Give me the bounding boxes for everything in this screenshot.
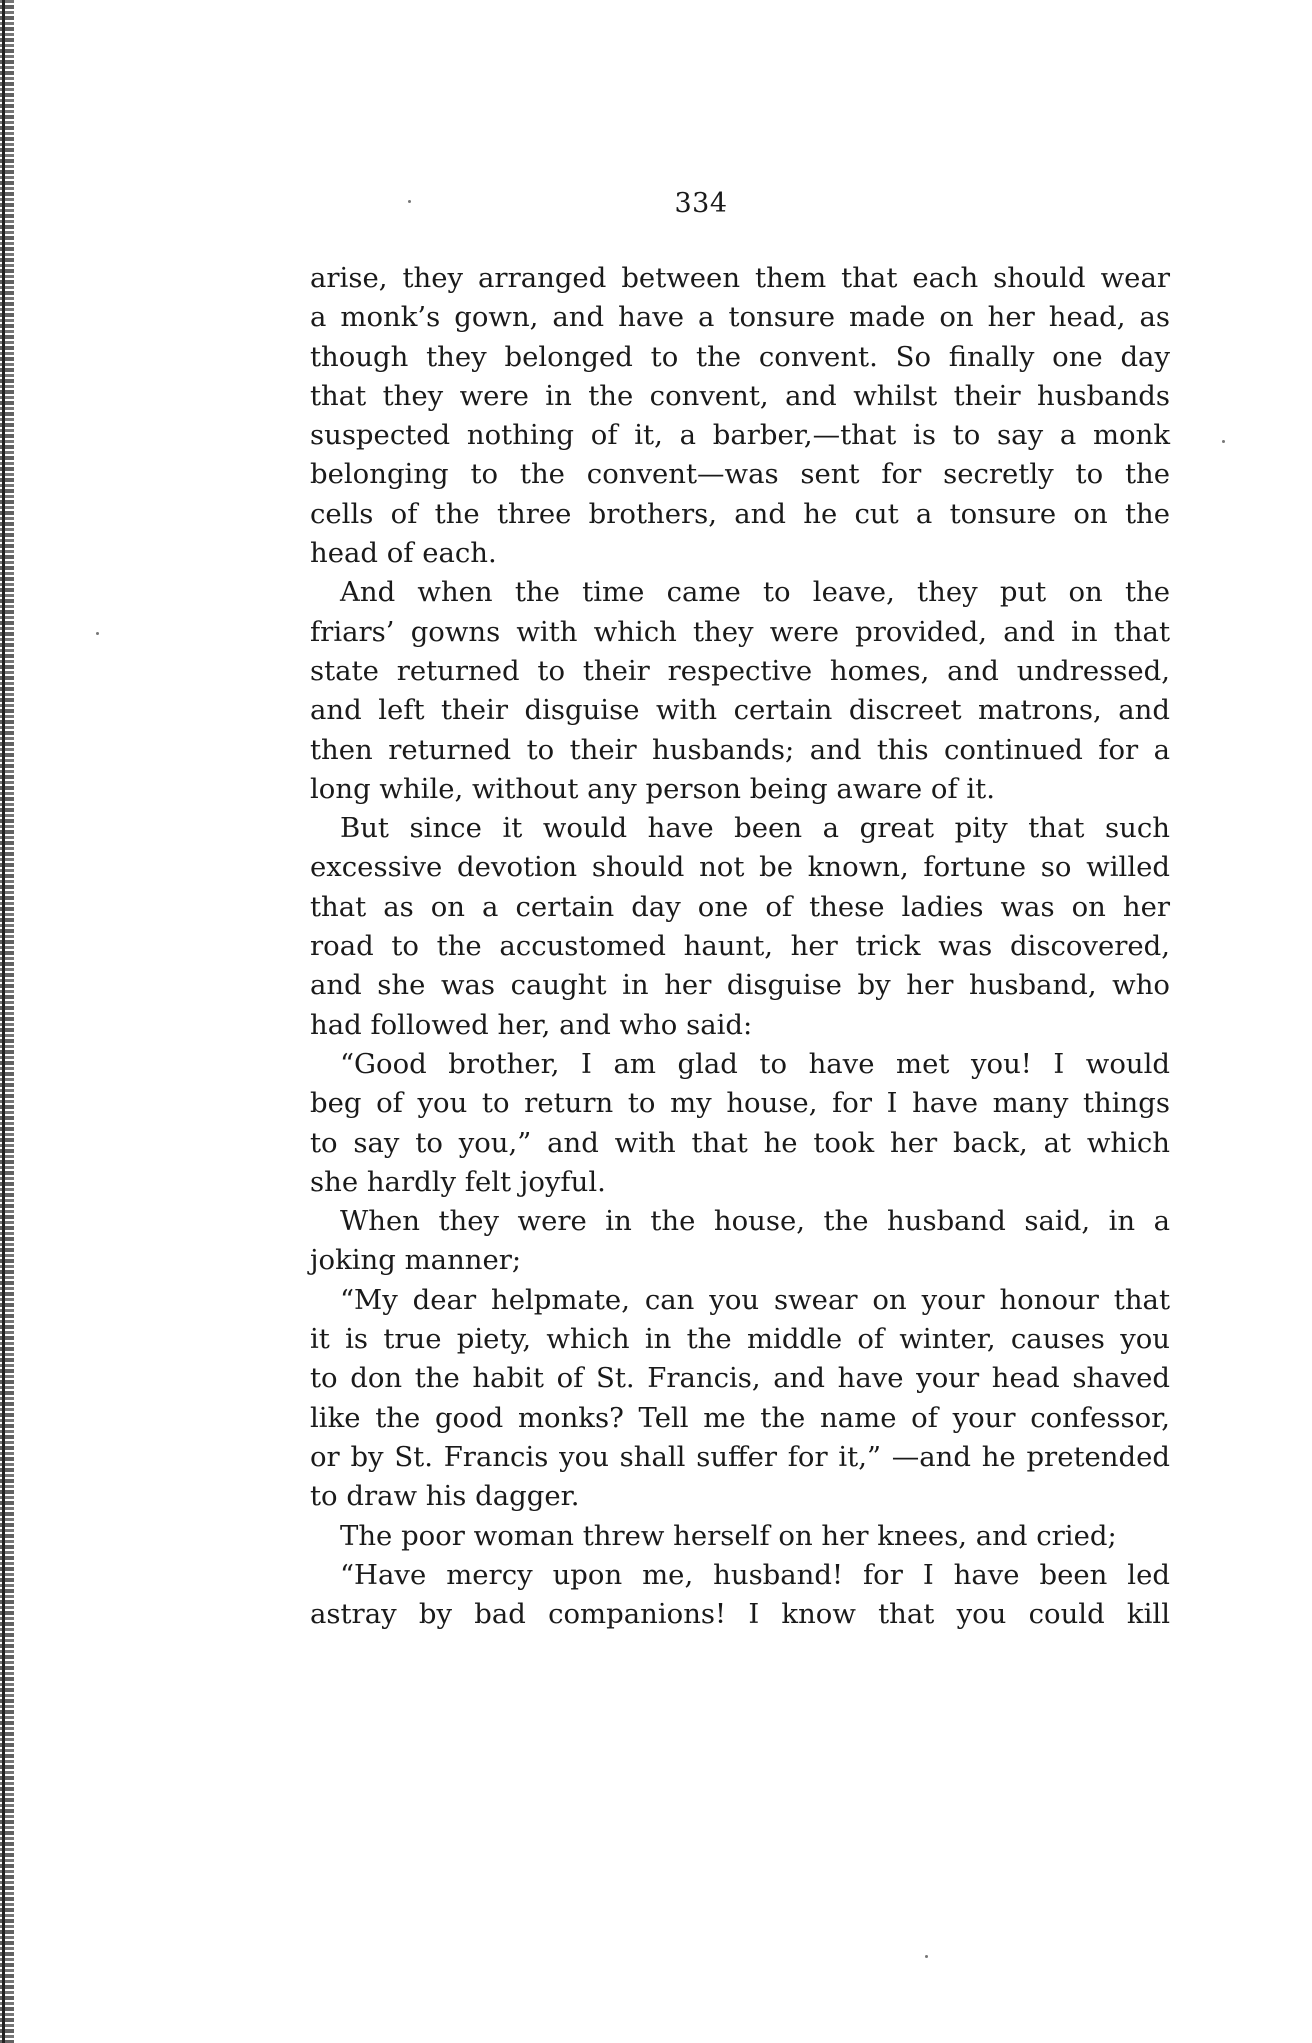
page-binding-shadow <box>2 0 5 2043</box>
text-line: But since it would have been a great pity that such <box>340 812 1170 845</box>
paper-speck <box>1222 440 1225 443</box>
text-line: that they were in the convent, and whilst their husbands <box>310 379 1170 412</box>
text-line: The poor woman threw herself on her knees, and cried; <box>340 1519 1117 1552</box>
text-line: head of each. <box>310 537 497 570</box>
text-line: cells of the three brothers, and he cut a tonsure on the <box>310 497 1170 530</box>
text-line: arise, they arranged between them that each should wear <box>310 262 1170 294</box>
text-line: and she was caught in her disguise by her husband, who <box>310 969 1170 1002</box>
text-line: “Have mercy upon me, husband! for I have been led <box>340 1558 1170 1591</box>
page-number: 334 <box>674 188 728 219</box>
text-line: beg of you to return to my house, for I have many things <box>310 1087 1170 1120</box>
text-line: suspected nothing of it, a barber,—that is to say a monk <box>310 419 1170 452</box>
text-line: it is true piety, which in the middle of winter, causes you <box>310 1323 1170 1356</box>
text-line: she hardly felt joyful. <box>310 1165 606 1198</box>
text-line: had followed her, and who said: <box>310 1008 753 1041</box>
text-line: astray by bad companions! I know that you could kill <box>310 1598 1170 1631</box>
text-line: though they belonged to the convent. So finally one day <box>310 340 1170 373</box>
text-line: And when the time came to leave, they put on the <box>340 576 1170 609</box>
text-line: or by St. Francis you shall suffer for it,” —and he pretended <box>310 1440 1170 1473</box>
text-line: that as on a certain day one of these ladies was on her <box>310 890 1170 923</box>
text-line: and left their disguise with certain discreet matrons, and <box>310 694 1170 727</box>
text-line: “My dear helpmate, can you swear on your honour that <box>340 1283 1170 1316</box>
text-line: to draw his dagger. <box>310 1480 580 1513</box>
text-line: to say to you,” and with that he took her back, at which <box>310 1126 1170 1159</box>
paper-speck <box>925 1955 928 1958</box>
text-line: belonging to the convent—was sent for secretly to the <box>310 458 1170 491</box>
text-line: “Good brother, I am glad to have met you! I would <box>340 1047 1170 1080</box>
paper-speck <box>96 632 99 635</box>
text-line: When they were in the house, the husband said, in a <box>340 1205 1170 1238</box>
text-line: like the good monks? Tell me the name of your confessor, <box>310 1401 1170 1434</box>
paper-speck <box>408 200 411 203</box>
text-line: excessive devotion should not be known, fortune so willed <box>310 851 1170 884</box>
body-text <box>310 259 1170 1634</box>
text-line: state returned to their respective homes, and undressed, <box>310 654 1170 687</box>
text-line: then returned to their husbands; and this continued for a <box>310 733 1170 766</box>
text-line: road to the accustomed haunt, her trick was discovered, <box>310 930 1170 963</box>
text-line: long while, without any person being aware of it. <box>310 772 995 805</box>
text-line: joking manner; <box>310 1244 522 1277</box>
text-line: to don the habit of St. Francis, and have your head shaved <box>310 1362 1170 1395</box>
text-line: friars’ gowns with which they were provided, and in that <box>310 615 1170 648</box>
text-line: a monk’s gown, and have a tonsure made on her head, as <box>310 301 1170 334</box>
